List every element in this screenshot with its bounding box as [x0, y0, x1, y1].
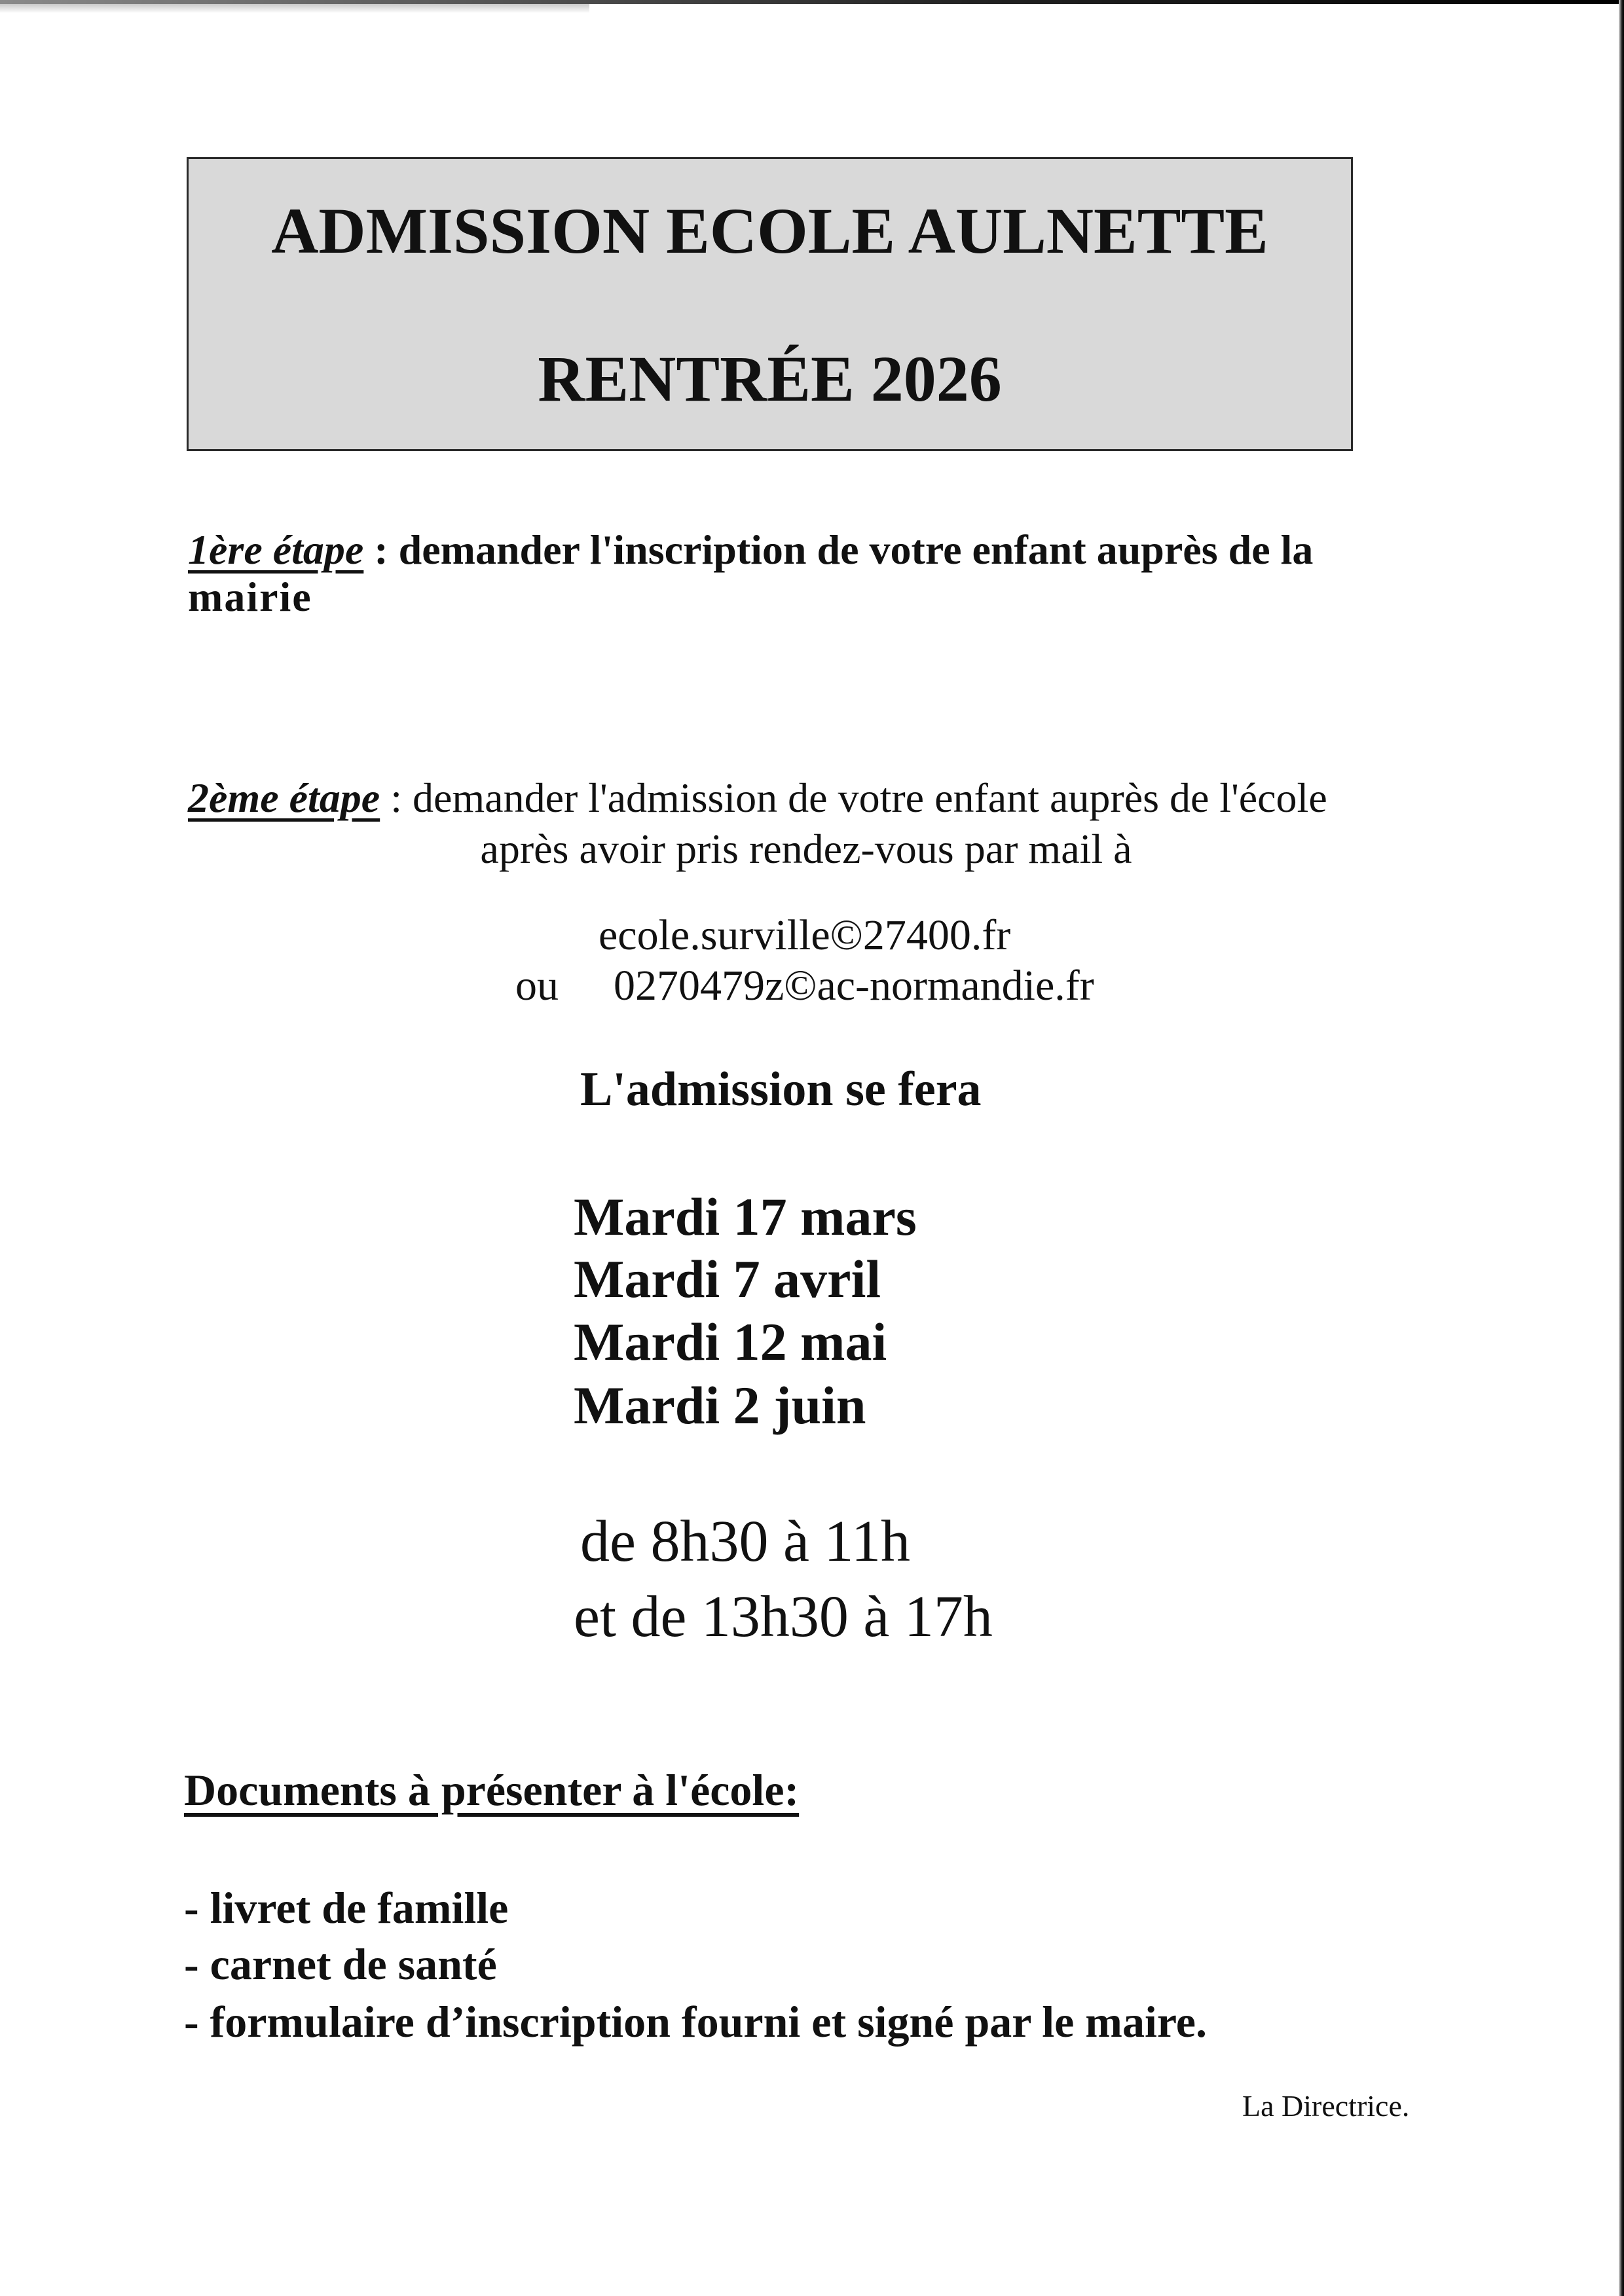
step2-line1 — [188, 774, 1327, 821]
hours-morning: de 8h30 à 11h — [580, 1509, 911, 1574]
step1-text: demander l'inscription de votre enfant auprès de la — [398, 526, 1314, 573]
scan-edge-right — [1619, 0, 1624, 2296]
step2-text: demander l'admission de votre enfant auprès de l'école — [412, 774, 1327, 821]
email-secondary: 0270479z©ac-normandie.fr — [614, 962, 1094, 1010]
admission-date: Mardi 2 juin — [574, 1376, 866, 1435]
step1-line1 — [188, 526, 1314, 573]
step1-line2: mairie — [188, 574, 312, 620]
admission-date: Mardi 7 avril — [574, 1249, 881, 1309]
document-item: - formulaire d’inscription fourni et signé par le maire. — [184, 1997, 1207, 2047]
admission-intro: L'admission se fera — [580, 1063, 982, 1116]
step1-label: 1ère étape — [188, 526, 364, 573]
document-item: - livret de famille — [184, 1883, 509, 1933]
header-box — [187, 157, 1353, 451]
step2-line2: après avoir pris rendez-vous par mail à — [480, 826, 1132, 872]
or-label: ou — [515, 962, 559, 1010]
admission-date: Mardi 17 mars — [574, 1187, 917, 1247]
admission-date: Mardi 12 mai — [574, 1312, 887, 1372]
page-subtitle: RENTRÉE 2026 — [538, 342, 1002, 415]
step2-separator: : — [380, 774, 413, 821]
email-primary: ecole.surville©27400.fr — [599, 911, 1011, 959]
page-title: ADMISSION ECOLE AULNETTE — [271, 194, 1268, 267]
step1-separator: : — [363, 526, 399, 573]
hours-afternoon: et de 13h30 à 17h — [574, 1584, 993, 1649]
signature: La Directrice. — [1242, 2089, 1410, 2123]
step2-label: 2ème étape — [188, 774, 380, 821]
scan-shadow-top — [0, 4, 589, 13]
documents-heading: Documents à présenter à l'école: — [184, 1765, 800, 1815]
document-item: - carnet de santé — [184, 1939, 497, 1989]
